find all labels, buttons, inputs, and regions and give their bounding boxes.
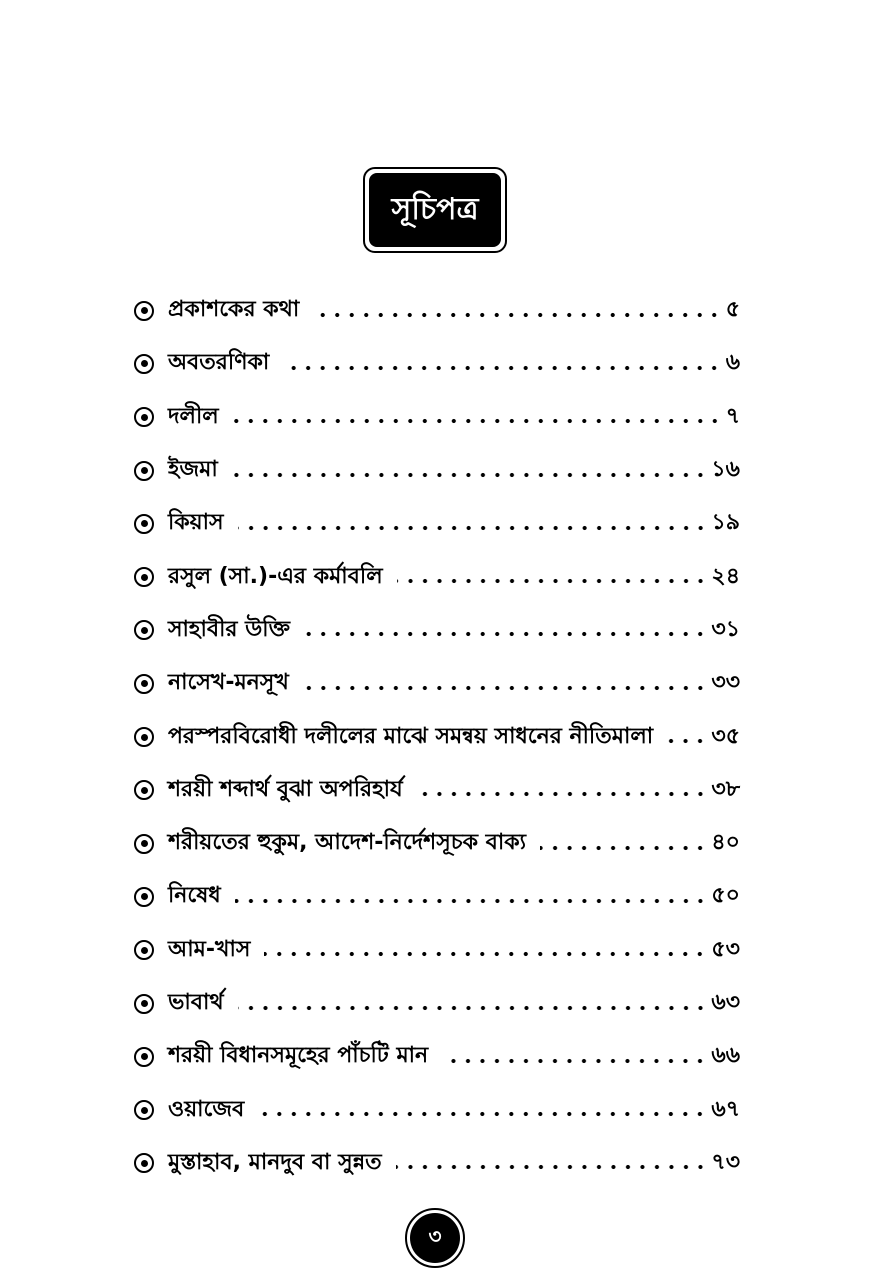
toc-entry [134,1083,740,1136]
toc-entry-page: ১৯ [711,510,740,536]
dot-leader [304,623,707,645]
dot-leader [233,410,722,432]
circle-bullet-icon [134,567,154,587]
circle-bullet-icon [134,354,154,374]
circle-bullet-icon [134,1100,154,1120]
toc-entry-page: ৫ [725,297,740,323]
toc-entry [134,870,740,923]
toc-entry-title: পরস্পরবিরোধী দলীলের মাঝে সমন্বয় সাধনের নীতিমালা [168,723,654,749]
toc-entry [134,710,740,763]
toc-entry-page: ৩৮ [711,776,740,802]
toc-entry-title: কিয়াস [168,510,224,536]
toc-entry-page: ২৪ [711,563,740,589]
toc-entry [134,817,740,870]
toc-entry [134,550,740,603]
dot-leader [313,304,721,326]
table-of-contents [134,284,740,1190]
dot-leader [238,997,708,1019]
toc-entry-title: ভাবার্থ [168,990,224,1015]
toc-entry-page: ১৬ [711,457,740,483]
circle-bullet-icon [134,301,154,321]
toc-entry [134,657,740,710]
dot-leader [264,943,707,965]
toc-entry-page: ৫৩ [711,936,740,962]
toc-entry [134,497,740,550]
toc-entry [134,1030,740,1083]
circle-bullet-icon [134,834,154,854]
dot-leader [396,1156,708,1178]
toc-entry-page: ৭ [725,403,740,429]
toc-entry-title: দলীল [168,403,219,429]
toc-title-box [363,167,507,253]
dot-leader [238,517,708,539]
toc-entry-page: ৬ [725,350,740,376]
dot-leader [235,890,708,912]
circle-bullet-icon [134,674,154,694]
circle-bullet-icon [134,727,154,747]
toc-entry-title: ইজমা [168,457,218,483]
toc-entry-title: রসুল (সা.)-এর কর্মাবলি [168,563,383,589]
toc-entry [134,1137,740,1190]
toc-entry-page: ৩১ [711,616,740,642]
toc-entry [134,337,740,390]
toc-entry-title: মুস্তাহাব, মানদুব বা সুন্নত [168,1149,382,1175]
circle-bullet-icon [134,620,154,640]
toc-entry-page: ৬৩ [711,990,740,1015]
toc-entry-title: অবতরণিকা [168,350,270,376]
dot-leader [667,730,707,752]
toc-entry [134,977,740,1030]
dot-leader [442,1050,707,1072]
toc-entry-page: ৩৫ [711,723,740,749]
toc-entry-page: ৫০ [711,883,740,909]
page-number-background [410,1213,460,1263]
dot-leader [232,464,708,486]
circle-bullet-icon [134,940,154,960]
toc-entry-page: ৬৭ [711,1096,740,1122]
toc-entry-title: শরীয়তের হুকুম, আদেশ-নির্দেশসূচক বাক্য [168,830,527,856]
circle-bullet-icon [134,780,154,800]
toc-title-background [369,173,501,247]
toc-entry [134,924,740,977]
circle-bullet-icon [134,407,154,427]
toc-entry-title: সাহাবীর উক্তি [168,616,290,642]
toc-entry [134,444,740,497]
toc-entry-title: নাসেখ-মনসূখ [168,670,289,696]
page-title: সূচিপত্র [391,191,479,227]
dot-leader [258,1103,707,1125]
toc-entry-page: ৩৩ [711,670,740,696]
toc-entry [134,391,740,444]
toc-entry [134,284,740,337]
dot-leader [540,837,707,859]
circle-bullet-icon [134,514,154,534]
dot-leader [417,783,708,805]
circle-bullet-icon [134,1047,154,1067]
toc-entry-title: শরয়ী শব্দার্থ বুঝা অপরিহার্য [168,776,403,802]
circle-bullet-icon [134,1153,154,1173]
dot-leader [303,677,708,699]
toc-entry-page: ৪০ [711,830,740,856]
toc-entry-title: ওয়াজেব [168,1096,245,1122]
toc-entry-page: ৬৬ [711,1043,740,1069]
toc-entry [134,604,740,657]
circle-bullet-icon [134,461,154,481]
circle-bullet-icon [134,994,154,1014]
toc-entry-title: নিষেধ [168,883,221,909]
toc-entry [134,764,740,817]
page-number: ৩ [428,1223,442,1248]
dot-leader [397,570,708,592]
toc-entry-title: আম-খাস [168,936,251,962]
toc-entry-title: প্রকাশকের কথা [168,297,300,323]
toc-entry-title: শরয়ী বিধানসমূহের পাঁচটি মান [168,1043,429,1069]
dot-leader [283,357,721,379]
toc-entry-page: ৭৩ [711,1149,740,1175]
circle-bullet-icon [134,887,154,907]
page-number-badge [405,1208,465,1268]
